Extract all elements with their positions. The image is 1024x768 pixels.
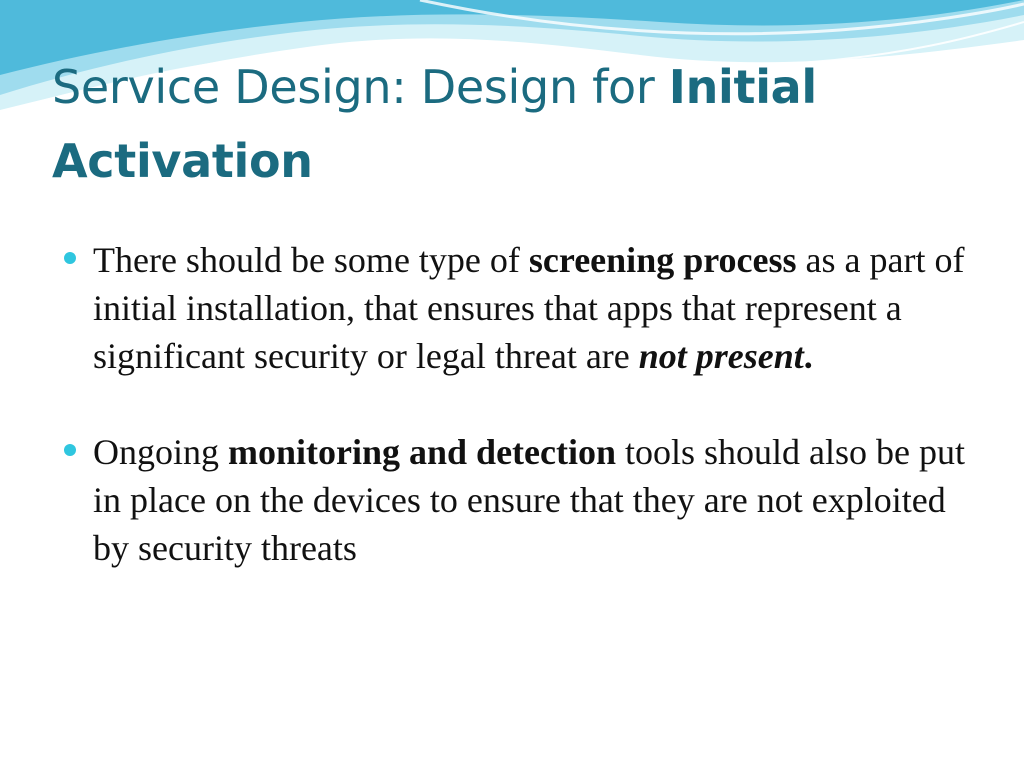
bullet-text: as a part of initial installation, that ensures that apps that represent a significant security or legal threat are [93,240,965,376]
bullet-bold-text: screening process [528,240,797,280]
bullet-dot-icon [64,444,76,456]
bullet-item-monitoring [60,428,980,572]
bullet-dot-icon [64,252,76,264]
bullet-bold-italic-text: not present [638,336,804,376]
bullet-period: . [803,336,813,376]
slide-title [52,50,982,198]
bullet-item-screening [60,236,980,380]
bullet-text: Ongoing [93,432,228,472]
bullet-bold-text: monitoring and detection [228,432,617,472]
bullet-list [60,236,980,620]
title-bold-word: Initial [668,60,817,114]
bullet-text: tools should also be put in place on the devices to ensure that they are not exploited by security threats [93,432,966,568]
title-bold-line-2: Activation [52,134,313,188]
bullet-text: There should be some type of [93,240,529,280]
title-regular-text: Service Design: Design for [52,60,669,114]
